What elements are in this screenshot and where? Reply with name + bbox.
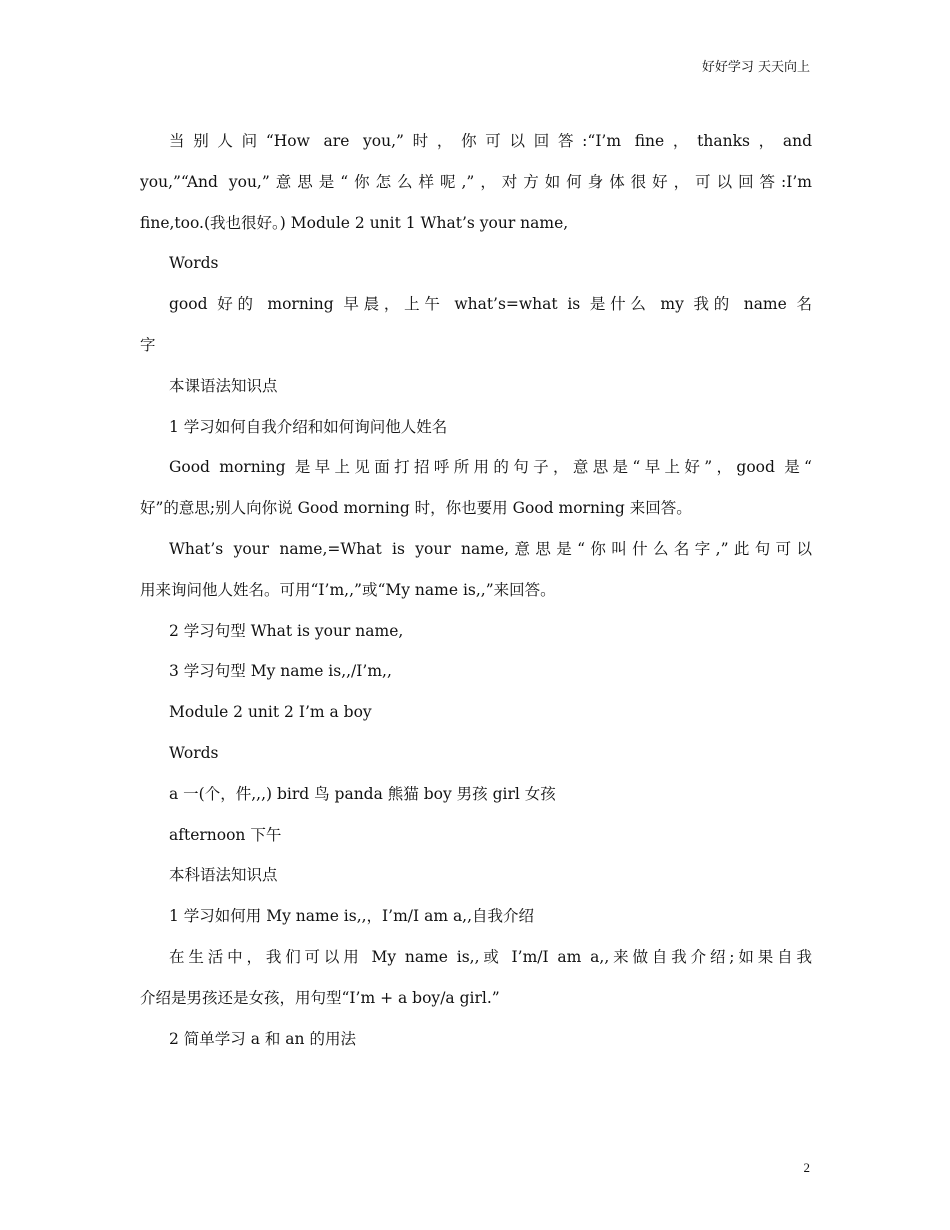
text-line-12: 用来询问他人姓名。可用“I’m,,”或“My name is,,”来回答。 — [140, 580, 556, 599]
text-line-4: Words — [169, 254, 219, 273]
page-header: 好好学习 天天向上 — [701, 60, 810, 75]
text-line-9: Good morning 是早上见面打招呼所用的句子，意思是“早上好”，good 是“ — [169, 458, 812, 477]
text-line-2: you,”“And you,”意思是“你怎么样呢,”，对方如何身体很好，可以回答:I’m — [140, 172, 812, 191]
text-line-3: fine,too.(我也很好。) Module 2 unit 1 What’s your name, — [140, 213, 569, 232]
text-line-19: 本科语法知识点 — [169, 866, 278, 885]
text-line-21: 在生活中，我们可以用 My name is,,或 I’m/I am a,,来做自我介绍;如果自我 — [169, 947, 812, 966]
text-line-10: 好”的意思;别人向你说 Good morning 时，你也要用 Good morning 来回答。 — [140, 499, 692, 518]
text-line-11: What’s your name,=What is your name,意思是“你叫什么名字,”此句可以 — [169, 539, 812, 558]
text-line-20: 1 学习如何用 My name is,,，I’m/I am a,,自我介绍 — [169, 907, 535, 926]
document-body — [140, 121, 812, 1059]
text-line-16: Words — [169, 743, 219, 762]
text-line-17: a 一(个，件,,,) bird 鸟 panda 熊猫 boy 男孩 girl 女孩 — [169, 784, 556, 803]
text-line-6: 字 — [140, 335, 156, 354]
text-line-5: good 好的 morning 早晨，上午 what’s=what is 是什么 my 我的 name 名 — [169, 295, 812, 314]
text-line-18: afternoon 下午 — [169, 825, 282, 844]
text-line-1: 当别人问“How are you,”时，你可以回答:“I’m fine，thanks，and — [169, 132, 812, 150]
text-line-23: 2 简单学习 a 和 an 的用法 — [169, 1029, 356, 1048]
text-line-14: 3 学习句型 My name is,,/I’m,, — [169, 662, 392, 681]
text-line-22: 介绍是男孩还是女孩，用句型“I’m + a boy/a girl.” — [140, 988, 500, 1007]
text-line-8: 1 学习如何自我介绍和如何询问他人姓名 — [169, 417, 448, 436]
text-line-15: Module 2 unit 2 I’m a boy — [169, 703, 372, 722]
text-line-7: 本课语法知识点 — [169, 376, 278, 395]
text-line-13: 2 学习句型 What is your name, — [169, 621, 404, 640]
page-number: 2 — [803, 1160, 810, 1175]
